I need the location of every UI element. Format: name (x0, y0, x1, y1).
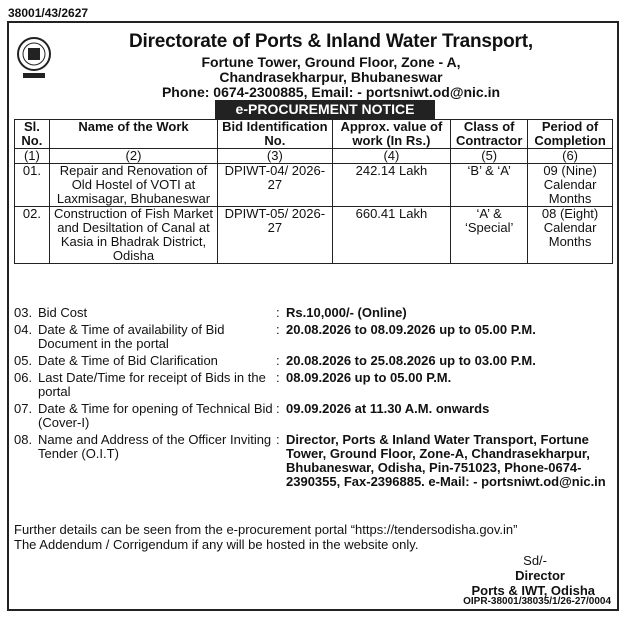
odisha-emblem-icon (15, 35, 53, 81)
cell: Repair and Renovation of Old Hostel of VOTI at Laxmisagar, Bhubaneswar (49, 164, 217, 207)
item-value: Rs.10,000/- (Online) (286, 305, 407, 320)
further-details-line: Further details can be seen from the e-procurement portal “https://tendersodisha.gov.in” (14, 522, 518, 537)
index-cell: (5) (451, 149, 528, 164)
org-title: Directorate of Ports & Inland Water Transport, (129, 31, 533, 52)
cell: DPIWT-05/ 2026-27 (218, 207, 332, 264)
col-header: Class of Contractor (451, 120, 528, 149)
colon: : (276, 322, 280, 337)
notice-title: e-PROCUREMENT NOTICE (215, 100, 435, 119)
reference-number: 38001/43/2627 (8, 6, 89, 20)
cell: ‘A’ & ‘Special’ (451, 207, 528, 264)
cell: 09 (Nine) Calendar Months (528, 164, 613, 207)
works-table (14, 119, 613, 264)
colon: : (276, 305, 280, 320)
item-number: 03. (14, 305, 33, 320)
item-number: 04. (14, 322, 33, 337)
col-header: Period of Completion (528, 120, 613, 149)
address-line-2: Chandrasekharpur, Bhubaneswar (219, 69, 443, 85)
item-number: 08. (14, 432, 33, 447)
notice-frame (7, 21, 619, 611)
cell: Construction of Fish Market and Desiltation of Canal at Kasia in Bhadrak District, Odisha (49, 207, 217, 264)
addendum-line: The Addendum / Corrigendum if any will be hosted in the website only. (14, 537, 419, 552)
item-label: Date & Time of availability of Bid Document in the portal (38, 322, 225, 351)
table-row (15, 164, 613, 207)
list-item (14, 402, 614, 430)
item-number: 07. (14, 401, 33, 416)
item-label: Date & Time of Bid Clarification (38, 353, 218, 368)
item-number: 06. (14, 370, 33, 385)
tender-details (14, 306, 614, 492)
col-header: Name of the Work (49, 120, 217, 149)
item-value: 20.08.2026 to 08.09.2026 up to 05.00 P.M. (286, 322, 536, 337)
list-item (14, 323, 614, 351)
item-label: Last Date/Time for receipt of Bids in the portal (38, 370, 266, 399)
table-index-row (15, 149, 613, 164)
list-item (14, 354, 614, 368)
signatory-office: Ports & IWT, Odisha (471, 583, 595, 598)
cell: 660.41 Lakh (332, 207, 451, 264)
item-value: Director, Ports & Inland Water Transport, Fortune Tower, Ground Floor, Zone-A, Chandrasekharpur, Bhubaneswar, Odisha, Pin-751023, Phone-0674-2390355, Fax-2396885. e-Mail: - portsniwt.od@nic.in (286, 432, 606, 489)
list-item (14, 306, 614, 320)
col-header: Approx. value of work (In Rs.) (332, 120, 451, 149)
cell: ‘B’ & ‘A’ (451, 164, 528, 207)
list-item (14, 433, 614, 489)
item-label: Date & Time for opening of Technical Bid (Cover-I) (38, 401, 273, 430)
colon: : (276, 353, 280, 368)
index-cell: (2) (49, 149, 217, 164)
cell: 01. (15, 164, 50, 207)
colon: : (276, 401, 280, 416)
table-header-row (15, 120, 613, 149)
item-value: 08.09.2026 up to 05.00 P.M. (286, 370, 452, 385)
signature-mark: Sd/- (523, 553, 547, 568)
list-item (14, 371, 614, 399)
address-line-1: Fortune Tower, Ground Floor, Zone - A, (201, 54, 461, 70)
oipr-number: OIPR-38001/38035/1/26-27/0004 (463, 596, 611, 607)
cell: DPIWT-04/ 2026-27 (218, 164, 332, 207)
colon: : (276, 370, 280, 385)
item-label: Bid Cost (38, 305, 88, 320)
item-value: 09.09.2026 at 11.30 A.M. onwards (286, 401, 490, 416)
signatory-designation: Director (515, 568, 565, 583)
contact-line: Phone: 0674-2300885, Email: - portsniwt.od@nic.in (161, 84, 501, 100)
cell: 242.14 Lakh (332, 164, 451, 207)
cell: 02. (15, 207, 50, 264)
cell: 08 (Eight) Calendar Months (528, 207, 613, 264)
table-row (15, 207, 613, 264)
index-cell: (1) (15, 149, 50, 164)
colon: : (276, 432, 280, 447)
item-label: Name and Address of the Officer Inviting Tender (O.I.T) (38, 432, 272, 461)
index-cell: (4) (332, 149, 451, 164)
col-header: Sl. No. (15, 120, 50, 149)
index-cell: (6) (528, 149, 613, 164)
col-header: Bid Identification No. (218, 120, 332, 149)
index-cell: (3) (218, 149, 332, 164)
item-number: 05. (14, 353, 33, 368)
item-value: 20.08.2026 to 25.08.2026 up to 03.00 P.M. (286, 353, 536, 368)
